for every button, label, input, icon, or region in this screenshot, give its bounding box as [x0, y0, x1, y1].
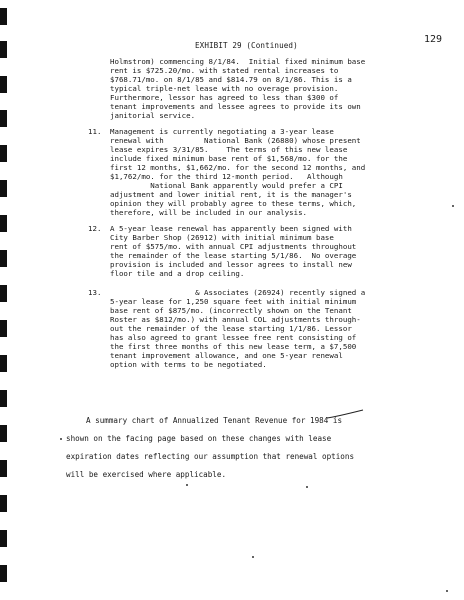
binder-mark — [0, 41, 7, 58]
paragraph-line: expiration dates reflecting our assumption that renewal options — [66, 452, 355, 461]
binder-mark — [0, 530, 7, 547]
paragraph-line: opinion they will probably agree to these terms, which, — [110, 199, 357, 208]
paragraph-line: janitorial service. — [110, 111, 196, 120]
paragraph-line: Holmstrom) commencing 8/1/84. Initial fixed minimum base — [110, 57, 366, 66]
paragraph-line: shown on the facing page based on these changes with lease — [66, 434, 332, 443]
binder-mark — [0, 215, 7, 232]
binder-mark — [0, 495, 7, 512]
binder-mark — [0, 145, 7, 162]
exhibit-title: EXHIBIT 29 (Continued) — [195, 41, 298, 50]
scan-speck — [186, 484, 188, 486]
binder-mark — [0, 390, 7, 407]
paragraph-line: tenant improvements and lessee agrees to provide its own — [110, 102, 361, 111]
binder-mark — [0, 355, 7, 372]
paragraph-line: include fixed minimum base rent of $1,568/mo. for the — [110, 154, 348, 163]
handwritten-mark-icon — [325, 408, 365, 422]
scan-speck — [252, 556, 254, 558]
paragraph-line: typical triple-net lease with no overage provision. — [110, 84, 339, 93]
paragraph-line: tenant improvement allowance, and one 5-year renewal — [110, 351, 343, 360]
binder-mark — [0, 565, 7, 582]
paragraph-line: Roster as $812/mo.) with annual COL adjustments through- — [110, 315, 361, 324]
paragraph-line: will be exercised where applicable. — [66, 470, 227, 479]
paragraph-line: National Bank apparently would prefer a CPI — [110, 181, 343, 190]
item-number: 13. — [88, 288, 102, 297]
paragraph-line: City Barber Shop (26912) with initial minimum base — [110, 233, 334, 242]
scan-speck — [60, 438, 62, 440]
paragraph-line: $1,762/mo. for the third 12-month period. Although — [110, 172, 343, 181]
paragraph-line: provision is included and lessor agrees to install new — [110, 260, 352, 269]
binder-mark — [0, 8, 7, 25]
paragraph-line: out the remainder of the lease starting 1/1/86. Lessor — [110, 324, 352, 333]
paragraph-line: rent is $725.20/mo. with stated rental increases to — [110, 66, 339, 75]
binder-mark — [0, 250, 7, 267]
scan-speck — [306, 486, 308, 488]
paragraph-line: first 12 months, $1,662/mo. for the second 12 months, and — [110, 163, 366, 172]
item-number: 12. — [88, 224, 102, 233]
paragraph-line: base rent of $875/mo. (incorrectly shown on the Tenant — [110, 306, 352, 315]
paragraph-line: lease expires 3/31/85. The terms of this new lease — [110, 145, 348, 154]
paragraph-line: 5-year lease for 1,250 square feet with initial minimum — [110, 297, 357, 306]
scan-speck — [452, 205, 454, 207]
paragraph-line: the first three months of this new lease term, a $7,500 — [110, 342, 357, 351]
paragraph-line: Furthermore, lessor has agreed to less than $300 of — [110, 93, 339, 102]
binder-mark — [0, 180, 7, 197]
binder-mark — [0, 460, 7, 477]
paragraph-line: rent of $575/mo. with annual CPI adjustments throughout — [110, 242, 357, 251]
paragraph-line: $768.71/mo. on 8/1/85 and $814.79 on 8/1/86. This is a — [110, 75, 352, 84]
paragraph-line: floor tile and a drop ceiling. — [110, 269, 245, 278]
binder-mark — [0, 76, 7, 93]
paragraph-line: A 5-year lease renewal has apparently been signed with — [110, 224, 352, 233]
scan-speck — [446, 590, 448, 592]
paragraph-line: therefore, will be included in our analysis. — [110, 208, 308, 217]
paragraph-line: adjustment and lower initial rent, it is the manager's — [110, 190, 352, 199]
item-number: 11. — [88, 127, 102, 136]
binder-mark — [0, 110, 7, 127]
binder-mark — [0, 425, 7, 442]
page-number: 129 — [424, 34, 443, 45]
binder-mark — [0, 285, 7, 302]
paragraph-line: & Associates (26924) recently signed a — [110, 288, 366, 297]
paragraph-line: A summary chart of Annualized Tenant Revenue for 1984 is — [86, 416, 343, 425]
paragraph-line: renewal with National Bank (26880) whose present — [110, 136, 361, 145]
paragraph-line: option with terms to be negotiated. — [110, 360, 267, 369]
paragraph-line: Management is currently negotiating a 3-year lease — [110, 127, 334, 136]
paragraph-line: the remainder of the lease starting 5/1/86. No overage — [110, 251, 357, 260]
binder-mark — [0, 320, 7, 337]
paragraph-line: has also agreed to grant lessee free rent consisting of — [110, 333, 357, 342]
